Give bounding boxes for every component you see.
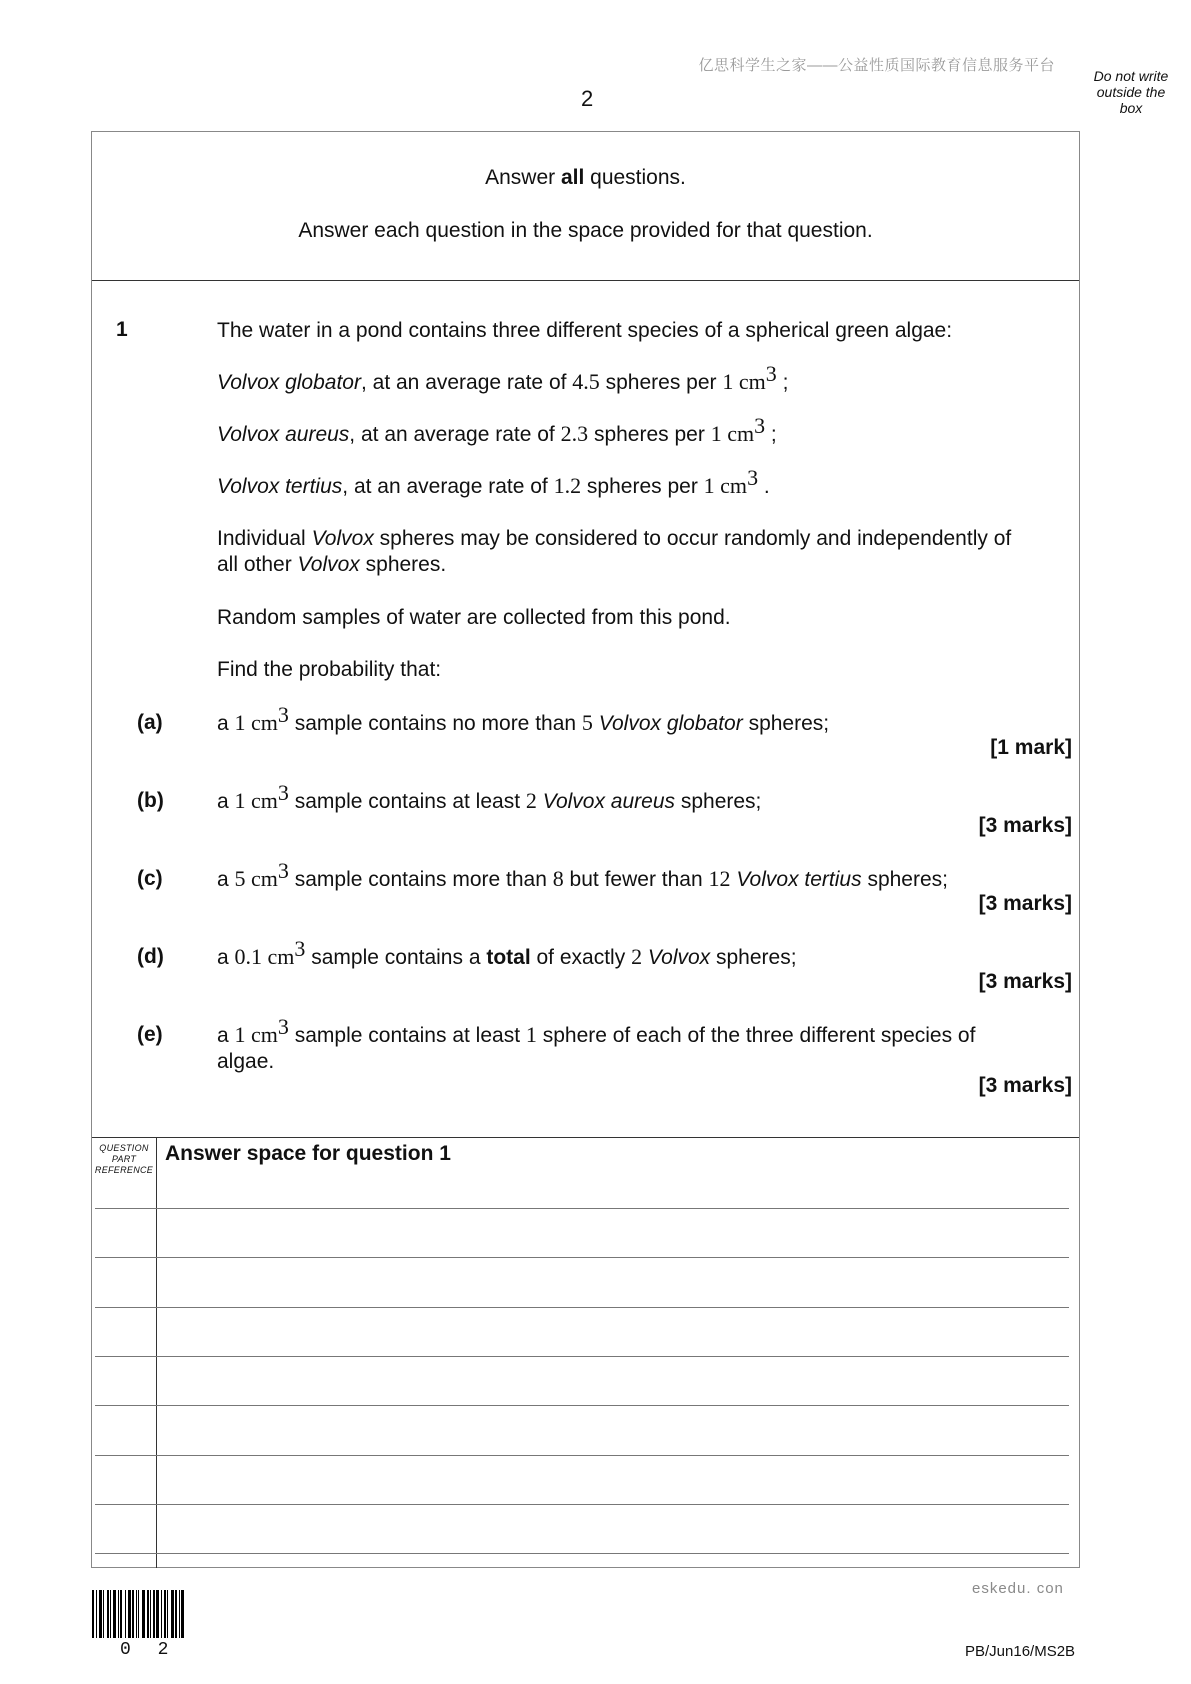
text: but fewer than (563, 868, 709, 891)
question-intro: The water in a pond contains three different species of a spherical green algae: (217, 319, 953, 342)
page-number: 2 (581, 86, 594, 111)
unit-exponent: 3 (277, 780, 289, 805)
instruction-text: Answer (485, 166, 561, 189)
species-name: Volvox tertius (736, 868, 862, 891)
text: sphere of each of the three different species of (536, 1024, 976, 1047)
part-e-line: algae. (217, 1050, 275, 1073)
qpr-line: QUESTION (99, 1143, 149, 1153)
species-unit: 1 cm (703, 473, 748, 498)
species-unit: 1 cm (710, 421, 755, 446)
text: spheres; (675, 790, 762, 813)
unit-exponent: 3 (277, 1014, 289, 1039)
unit-exponent: 3 (294, 936, 306, 961)
section-divider (92, 280, 1079, 281)
species-text: spheres per (588, 423, 711, 446)
text: a (217, 712, 235, 735)
count: 12 (708, 866, 731, 891)
marks-label: [3 marks] (978, 814, 1072, 837)
species-rate: 1.2 (553, 473, 582, 498)
count: 2 (631, 944, 643, 969)
marks-label: [3 marks] (978, 1074, 1072, 1097)
species-line (217, 413, 1062, 448)
paper-code: PB/Jun16/MS2B (965, 1643, 1076, 1660)
qpr-line: REFERENCE (94, 1165, 154, 1175)
species-name: Volvox tertius (217, 475, 343, 498)
text: a (217, 946, 235, 969)
answer-space-title: Answer space for question 1 (165, 1142, 451, 1165)
qpr-line: PART (111, 1154, 137, 1164)
volume: 1 cm (234, 710, 278, 735)
volume: 0.1 cm (234, 944, 295, 969)
species-line (217, 361, 1062, 396)
text: Individual (217, 527, 312, 550)
marks-label: [1 mark] (990, 736, 1072, 759)
species-text: , at an average rate of (360, 371, 573, 394)
species-rate: 2.3 (560, 421, 589, 446)
independence-line (217, 526, 1062, 552)
species-name: Volvox (647, 946, 711, 969)
text: sample contains at least (288, 1024, 526, 1047)
answer-line[interactable] (95, 1356, 1069, 1357)
species-text: , at an average rate of (349, 423, 561, 446)
species-name: Volvox (311, 527, 374, 550)
species-name: Volvox globator (217, 371, 361, 394)
text: a (217, 868, 235, 891)
answer-line[interactable] (95, 1208, 1069, 1209)
marks-label: [3 marks] (978, 970, 1072, 993)
answer-box-frame (91, 131, 1080, 1568)
question-part-reference-label (93, 1143, 155, 1176)
margin-note-line: outside the (1096, 84, 1166, 100)
text: sample contains a (305, 946, 487, 969)
species-text: spheres per (581, 475, 704, 498)
part-e-text (217, 1014, 1062, 1075)
species-unit: 1 cm (722, 369, 766, 394)
species-name: Volvox aureus (217, 423, 350, 446)
margin-note-line: box (1119, 100, 1143, 116)
species-line (217, 465, 1062, 500)
bold-text: total (486, 946, 531, 969)
find-statement: Find the probability that: (217, 658, 442, 681)
instruction-bold: all (560, 166, 585, 189)
count: 1 (525, 1022, 537, 1047)
part-label: (c) (137, 867, 163, 890)
species-text: , at an average rate of (342, 475, 554, 498)
text: spheres; (861, 868, 948, 891)
text: of exactly (530, 946, 632, 969)
text: sample contains no more than (288, 712, 582, 735)
species-name: Volvox aureus (542, 790, 676, 813)
answer-line[interactable] (95, 1455, 1069, 1456)
part-label: (a) (137, 711, 163, 734)
species-text: spheres per (599, 371, 723, 394)
margin-note-line: Do not write (1093, 68, 1169, 84)
part-label: (e) (137, 1023, 163, 1046)
barcode (92, 1590, 196, 1638)
part-label: (b) (137, 789, 164, 812)
text: spheres; (742, 712, 830, 735)
text: sample contains at least (288, 790, 526, 813)
text: spheres may be considered to occur randomly and independently of (373, 527, 1012, 550)
text: spheres; (710, 946, 797, 969)
volume: 1 cm (234, 788, 278, 813)
independence-line (217, 552, 1062, 578)
question-number: 1 (116, 318, 128, 341)
part-e-line (217, 1014, 1062, 1049)
part-c-text (217, 858, 1062, 893)
footer-watermark: eskedu. con (972, 1580, 1064, 1597)
count: 2 (525, 788, 537, 813)
unit-exponent: 3 (754, 413, 766, 438)
independence-statement (217, 526, 1062, 578)
part-label: (d) (137, 945, 164, 968)
marks-label: [3 marks] (978, 892, 1072, 915)
part-b-text (217, 780, 1062, 815)
unit-exponent: 3 (765, 361, 777, 386)
species-text: . (758, 475, 770, 498)
part-d-text (217, 936, 1062, 971)
unit-exponent: 3 (277, 702, 289, 727)
species-name: Volvox globator (598, 712, 743, 735)
text: a (217, 790, 235, 813)
margin-note (1091, 68, 1171, 116)
species-rate: 4.5 (572, 369, 600, 394)
answer-line[interactable] (95, 1504, 1069, 1505)
unit-exponent: 3 (747, 465, 759, 490)
barcode-number: 0 2 (120, 1640, 177, 1660)
text: a (217, 1024, 235, 1047)
species-text: ; (776, 371, 789, 394)
count: 5 (581, 710, 593, 735)
species-text: ; (765, 423, 777, 446)
unit-exponent: 3 (277, 858, 289, 883)
text: all other (217, 553, 298, 576)
samples-statement: Random samples of water are collected from this pond. (217, 606, 731, 629)
answer-section-divider (92, 1137, 1079, 1138)
instruction-line-2: Answer each question in the space provided for that question. (298, 219, 873, 242)
text: spheres. (359, 553, 447, 576)
header-watermark: 亿思科学生之家——公益性质国际教育信息服务平台 (698, 57, 1055, 74)
answer-line[interactable] (95, 1257, 1069, 1258)
text: sample contains more than (288, 868, 553, 891)
count: 8 (552, 866, 564, 891)
part-a-text (217, 702, 1062, 737)
answer-line[interactable] (95, 1405, 1069, 1406)
volume: 1 cm (234, 1022, 278, 1047)
answer-line[interactable] (95, 1307, 1069, 1308)
volume: 5 cm (234, 866, 278, 891)
answer-line[interactable] (95, 1553, 1069, 1554)
instruction-line-1 (92, 166, 1079, 190)
species-name: Volvox (297, 553, 360, 576)
instruction-text: questions. (584, 166, 686, 189)
